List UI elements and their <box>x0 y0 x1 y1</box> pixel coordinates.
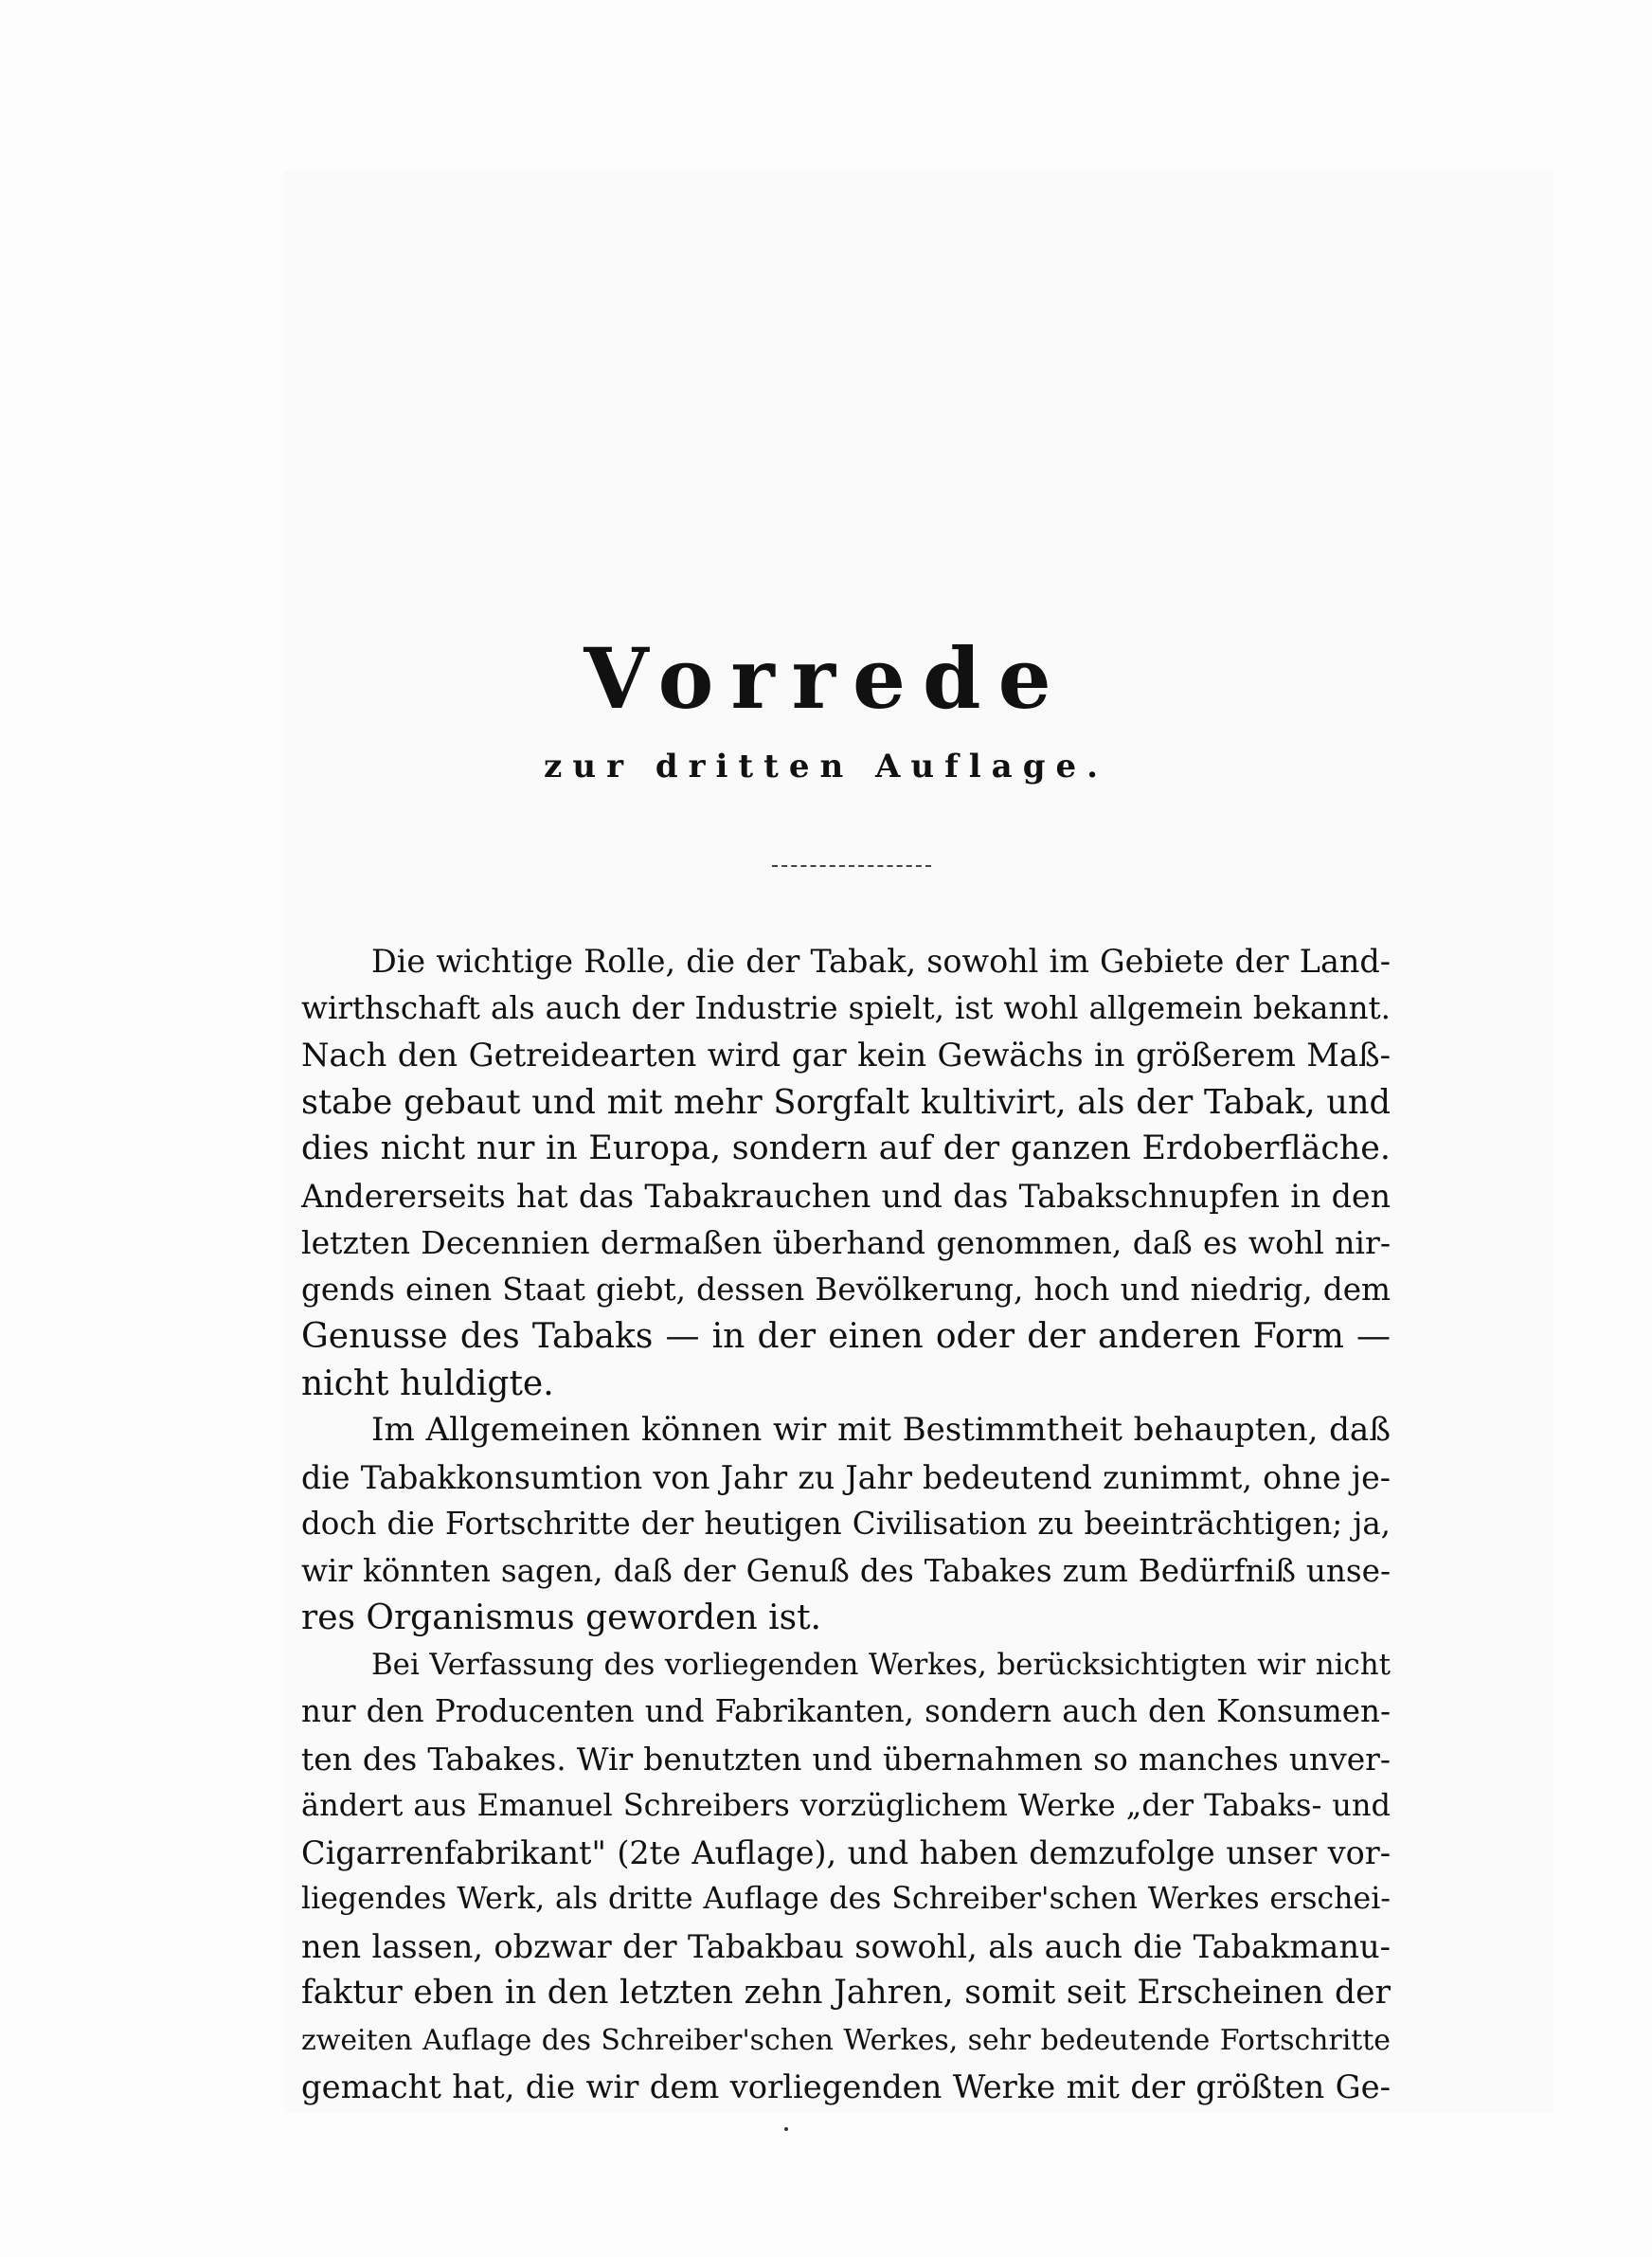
text-line: liegendes Werk, als dritte Auflage des Schreiber'schen Werkes erschei- <box>301 1882 1391 1916</box>
text-line: dies nicht nur in Europa, sondern auf der ganzen Erdoberfläche. <box>301 1129 1391 1167</box>
text-line: nen lassen, obzwar der Tabakbau sowohl, als auch die Tabakmanu- <box>301 1927 1391 1965</box>
text-line: zweiten Auflage des Schreiber'schen Werkes, sehr bedeutende Fortschritte <box>301 2023 1391 2057</box>
text-line: faktur eben in den letzten zehn Jahren, somit seit Erscheinen der <box>301 1974 1391 2012</box>
text-line: ten des Tabakes. Wir benutzten und übernahmen so manches unver- <box>301 1740 1391 1778</box>
text-line: Bei Verfassung des vorliegenden Werkes, berücksichtigten wir nicht <box>371 1647 1391 1682</box>
text-line: Die wichtige Rolle, die der Tabak, sowohl im Gebiete der Land- <box>371 943 1391 980</box>
text-line: nicht huldigte. <box>301 1363 554 1403</box>
text-line: letzten Decennien dermaßen überhand genommen, daß es wohl nir- <box>301 1224 1391 1261</box>
text-line: stabe gebaut und mit mehr Sorgfalt kultivirt, als der Tabak, und <box>301 1082 1391 1122</box>
text-line: die Tabakkonsumtion von Jahr zu Jahr bedeutend zunimmt, ohne je- <box>301 1458 1391 1496</box>
page-title: Vorrede <box>584 629 1068 728</box>
text-line: wirthschaft als auch der Industrie spielt, ist wohl allgemein bekannt. <box>301 989 1391 1026</box>
text-line: Cigarrenfabrikant" (2te Auflage), und haben demzufolge unser vor- <box>301 1833 1391 1871</box>
page-subtitle: zur dritten Auflage. <box>544 748 1108 785</box>
text-line: wir könnten sagen, daß der Genuß des Tabakes zum Bedürfniß unse- <box>301 1552 1391 1589</box>
paragraph <box>301 1642 1391 2111</box>
ornamental-divider <box>772 865 931 867</box>
text-line: Nach den Getreidearten wird gar kein Gewächs in größerem Maß- <box>301 1037 1391 1074</box>
paragraph <box>301 938 1391 1407</box>
text-line: Genusse des Tabaks — in der einen oder der anderen Form — <box>301 1317 1391 1356</box>
preface-body <box>301 938 1391 2111</box>
text-line: gends einen Staat giebt, dessen Bevölkerung, hoch und niedrig, dem <box>301 1271 1391 1308</box>
text-line: ändert aus Emanuel Schreibers vorzüglichem Werke „der Tabaks- und <box>301 1787 1391 1823</box>
paragraph <box>301 1407 1391 1642</box>
text-line: Im Allgemeinen können wir mit Bestimmtheit behaupten, daß <box>371 1411 1391 1449</box>
text-line: Andererseits hat das Tabakrauchen und das Tabakschnupfen in den <box>301 1177 1391 1215</box>
speck-mark <box>784 2127 788 2131</box>
text-line: doch die Fortschritte der heutigen Civilisation zu beeinträchtigen; ja, <box>301 1506 1391 1542</box>
text-line: nur den Producenten und Fabrikanten, sondern auch den Konsumen- <box>301 1693 1391 1729</box>
text-line: gemacht hat, die wir dem vorliegenden Werke mit der größten Ge- <box>301 2068 1391 2105</box>
text-line: res Organismus geworden ist. <box>301 1598 821 1637</box>
